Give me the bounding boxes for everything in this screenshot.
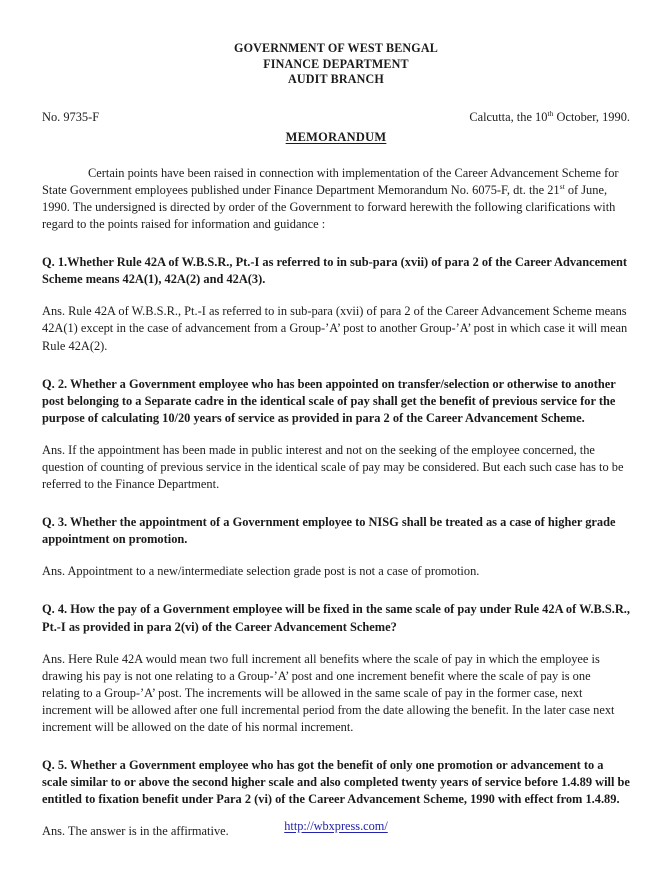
intro-ordinal-suffix: st <box>559 181 565 191</box>
header-line-branch: AUDIT BRANCH <box>288 72 384 87</box>
place-and-date <box>469 109 630 125</box>
memo-number: No. 9735-F <box>42 109 100 124</box>
question-3: Q. 3. Whether the appointment of a Government employee to NISG shall be treated as a case of higher grade appointment on promotion. <box>42 515 616 547</box>
intro-part2: of June, 1990. The undersigned is directed by order of the Government to forward herewith the following clarifications with regard to the points raised for information and guidance : <box>42 182 616 232</box>
reference-date-row <box>42 109 630 125</box>
header-line-government: GOVERNMENT OF WEST BENGAL <box>234 41 438 55</box>
answer-3: Ans. Appointment to a new/intermediate selection grade post is not a case of promotion. <box>42 564 480 579</box>
intro-paragraph <box>42 165 630 233</box>
memorandum-title-text: MEMORANDUM <box>285 129 387 144</box>
source-link[interactable]: http://wbxpress.com/ <box>284 819 388 833</box>
question-1: Q. 1.Whether Rule 42A of W.B.S.R., Pt.-I as referred to in sub-para (xvii) of para 2 of the Career Advancement Scheme means 42A(1), 42A(2) and 42A(3). <box>42 255 627 287</box>
intro-part1: Certain points have been raised in connection with implementation of the Career Advancement Scheme for State Government employees published under Finance Department Memorandum No. 6075-F, dt. the 21 <box>42 165 619 197</box>
question-2: Q. 2. Whether a Government employee who has been appointed on transfer/selection or otherwise to another post belonging to a Separate cadre in the identical scale of pay shall get the benefit of previous service for the purpose of calculating 10/20 years of service as provided in para 2 of the Career Advancement Scheme. <box>42 376 616 425</box>
header-line-department: FINANCE DEPARTMENT <box>263 56 409 71</box>
answer-1: Ans. Rule 42A of W.B.S.R., Pt.-I as referred to in sub-para (xvii) of para 2 of the Career Advancement Scheme means 42A(1) except in the case of advancement from a Group-’A’ post to another Group-’A’ post in which case it will mean Rule 42A(2). <box>42 304 628 353</box>
answer-4: Ans. Here Rule 42A would mean two full increment all benefits where the scale of pay in which the employee is drawing his pay is not one relating to a Group-’A’ post and one increment benefit where the scale of pay is one relating to a Group-’A’ post. The increments will be allowed in the same scale of pay in the former case, next increment will be allowed after one full incremental period from the date allowing the benefit. In the later case next increment will be allowed on the date of his normal increment. <box>42 651 615 735</box>
memorandum-title <box>42 129 630 145</box>
answer-5: Ans. The answer is in the affirmative. <box>42 824 229 839</box>
footer <box>0 817 672 835</box>
document-header <box>42 0 630 88</box>
answer-2: Ans. If the appointment has been made in public interest and not on the seeking of the employee concerned, the question of counting of previous service in the identical scale of pay may be considered. But each such case has to be referred to the Finance Department. <box>42 442 624 492</box>
date-ordinal-suffix: th <box>547 108 554 118</box>
place-date-suffix: October, 1990. <box>553 109 630 124</box>
question-5: Q. 5. Whether a Government employee who has got the benefit of only one promotion or advancement to a scale similar to or above the second higher scale and also completed twenty years of service before 1.4.89 will be entitled to fixation benefit under Para 2 (vi) of the Career Advancement Scheme, 1990 with effect from 1.4.89. <box>42 758 630 807</box>
place-date-prefix: Calcutta, the 10 <box>469 109 548 124</box>
question-4: Q. 4. How the pay of a Government employee will be fixed in the same scale of pay under Rule 42A of W.B.S.R., Pt.-I as provided in para 2(vi) of the Career Advancement Scheme? <box>42 602 630 634</box>
